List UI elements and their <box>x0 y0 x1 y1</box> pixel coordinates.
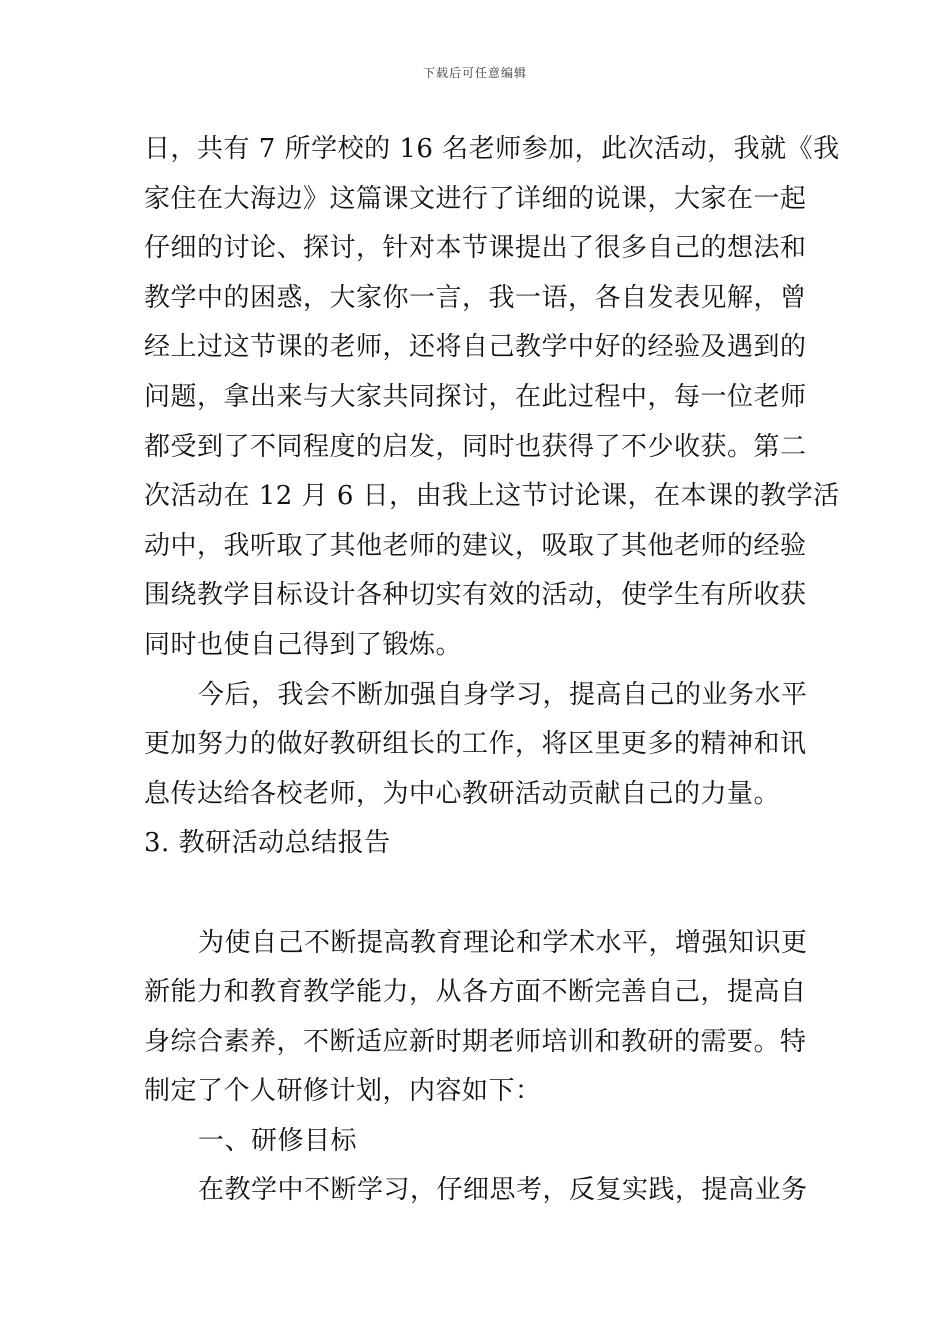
paragraph-line: 都受到了不同程度的启发，同时也获得了不少收获。第二 <box>144 431 807 462</box>
paragraph-line: 制定了个人研修计划，内容如下： <box>144 1076 542 1107</box>
paragraph-line: 经上过这节课的老师，还将自己教学中好的经验及遇到的 <box>144 332 807 363</box>
paragraph-line: 更加努力的做好教研组长的工作，将区里更多的精神和讯 <box>144 729 807 760</box>
paragraph-line: 问题，拿出来与大家共同探讨，在此过程中，每一位老师 <box>144 381 807 412</box>
section-heading: 3. 教研活动总结报告 <box>144 828 391 859</box>
paragraph-line: 动中，我听取了其他老师的建议，吸取了其他老师的经验 <box>144 530 807 561</box>
blank-line <box>144 869 808 919</box>
paragraph-line: 同时也使自己得到了锻炼。 <box>144 629 463 660</box>
subsection-title: 一、研修目标 <box>198 1125 358 1156</box>
paragraph-line: 围绕教学目标设计各种切实有效的活动，使学生有所收获 <box>144 580 807 611</box>
paragraph-line: 新能力和教育教学能力，从各方面不断完善自己，提高自 <box>144 977 807 1008</box>
paragraph-line: 身综合素养，不断适应新时期老师培训和教研的需要。特 <box>144 1026 807 1057</box>
paragraph-line: 为使自己不断提高教育理论和学术水平，增强知识更 <box>198 927 808 958</box>
paragraph-line: 教学中的困惑，大家你一言，我一语，各自发表见解，曾 <box>144 282 807 313</box>
paragraph-line: 今后，我会不断加强自身学习，提高自己的业务水平 <box>198 679 808 710</box>
paragraph-line: 息传达给各校老师，为中心教研活动贡献自己的力量。 <box>144 778 781 809</box>
paragraph-line: 次活动在 12 月 6 日，由我上这节讨论课，在本课的教学活 <box>144 481 840 512</box>
page-header: 下载后可任意编辑 <box>422 66 527 80</box>
paragraph-line: 家住在大海边》这篇课文进行了详细的说课，大家在一起 <box>144 183 807 214</box>
paragraph-line: 日，共有 7 所学校的 16 名老师参加，此次活动，我就《我 <box>144 134 840 164</box>
document-body <box>144 125 840 1216</box>
paragraph-line: 仔细的讨论、探讨，针对本节课提出了很多自己的想法和 <box>144 233 807 264</box>
paragraph-line: 在教学中不断学习，仔细思考，反复实践，提高业务 <box>198 1175 808 1206</box>
